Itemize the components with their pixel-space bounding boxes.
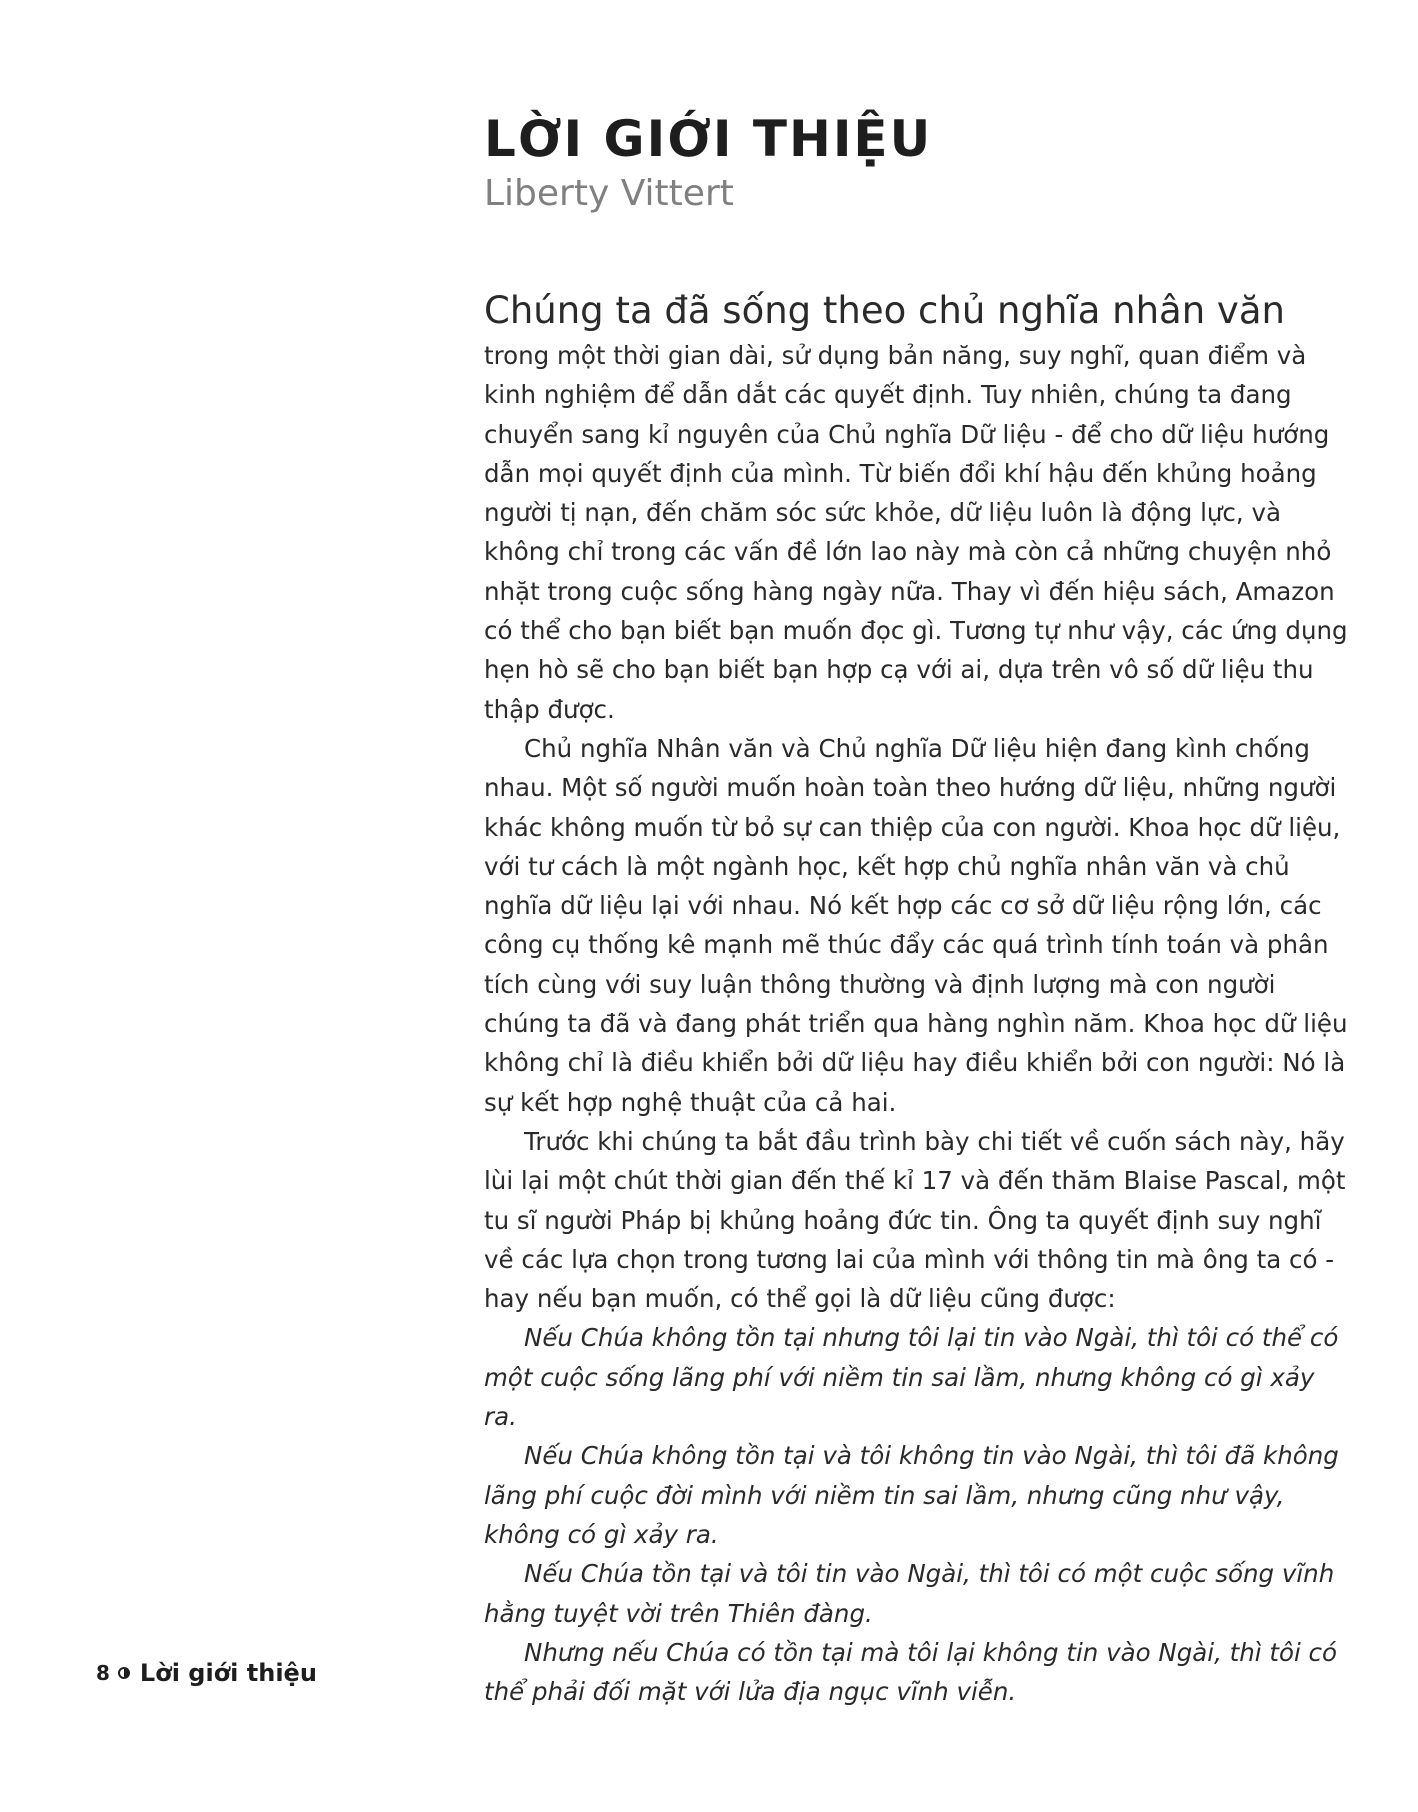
paragraph-1-rest: trong một thời gian dài, sử dụng bản năng, suy nghĩ, quan điểm và kinh nghiệm để dẫn dắt các quyết định. Tuy nhiên, chúng ta đang chuyển sang kỉ nguyên của Chủ nghĩa Dữ liệu - để cho dữ liệu hướng dẫn mọi quyết định của mình. Từ biến đổi khí hậu đến khủng hoảng người tị nạn, đến chăm sóc sức khỏe, dữ liệu luôn là động lực, và không chỉ trong các vấn đề lớn lao này mà còn cả những chuyện nhỏ nhặt trong cuộc sống hàng ngày nữa. Thay vì đến hiệu sách, Amazon có thể cho bạn biết bạn muốn đọc gì. Tương tự như vậy, các ứng dụng hẹn hò sẽ cho bạn biết bạn hợp cạ với ai, dựa trên vô số dữ liệu thu thập được. [484, 341, 1348, 724]
footer-section-title: Lời giới thiệu [139, 1659, 317, 1687]
quote-3: Nếu Chúa tồn tại và tôi tin vào Ngài, thì tôi có một cuộc sống vĩnh hằng tuyệt vời trên Thiên đàng. [484, 1559, 1335, 1628]
chapter-heading [484, 107, 1364, 217]
paragraph-3: Trước khi chúng ta bắt đầu trình bày chi tiết về cuốn sách này, hãy lùi lại một chút thời gian đến thế kỉ 17 và đến thăm Blaise Pascal, một tu sĩ người Pháp bị khủng hoảng đức tin. Ông ta quyết định suy nghĩ về các lựa chọn trong tương lai của mình với thông tin mà ông ta có - hay nếu bạn muốn, có thể gọi là dữ liệu cũng được: [484, 1126, 1346, 1314]
lead-line: Chúng ta đã sống theo chủ nghĩa nhân văn [484, 289, 1285, 332]
quote-1: Nếu Chúa không tồn tại nhưng tôi lại tin vào Ngài, thì tôi có thể có một cuộc sống lãng phí với niềm tin sai lầm, nhưng không có gì xảy ra. [484, 1323, 1339, 1432]
half-circle-icon [118, 1667, 130, 1679]
quote-4: Nhưng nếu Chúa có tồn tại mà tôi lại không tin vào Ngài, thì tôi có thể phải đối mặt với lửa địa ngục vĩnh viễn. [484, 1637, 1338, 1707]
chapter-title: LỜI GIỚI THIỆU [484, 110, 933, 168]
quote-2: Nếu Chúa không tồn tại và tôi không tin vào Ngài, thì tôi đã không lãng phí cuộc đời mình với niềm tin sai lầm, nhưng cũng như vậy, không có gì xảy ra. [484, 1441, 1339, 1549]
page-footer [96, 1659, 317, 1687]
chapter-author: Liberty Vittert [484, 173, 734, 214]
body-text [484, 286, 1354, 1711]
paragraph-1 [484, 286, 1354, 729]
page-number: 8 [96, 1661, 110, 1685]
paragraph-2: Chủ nghĩa Nhân văn và Chủ nghĩa Dữ liệu hiện đang kình chống nhau. Một số người muốn hoàn toàn theo hướng dữ liệu, những người khác không muốn từ bỏ sự can thiệp của con người. Khoa học dữ liệu, với tư cách là một ngành học, kết hợp chủ nghĩa nhân văn và chủ nghĩa dữ liệu lại với nhau. Nó kết hợp các cơ sở dữ liệu rộng lớn, các công cụ thống kê mạnh mẽ thúc đẩy các quá trình tính toán và phân tích cùng với suy luận thông thường và định lượng mà con người chúng ta đã và đang phát triển qua hàng nghìn năm. Khoa học dữ liệu không chỉ là điều khiển bởi dữ liệu hay điều khiển bởi con người: Nó là sự kết hợp nghệ thuật của cả hai. [484, 733, 1348, 1117]
